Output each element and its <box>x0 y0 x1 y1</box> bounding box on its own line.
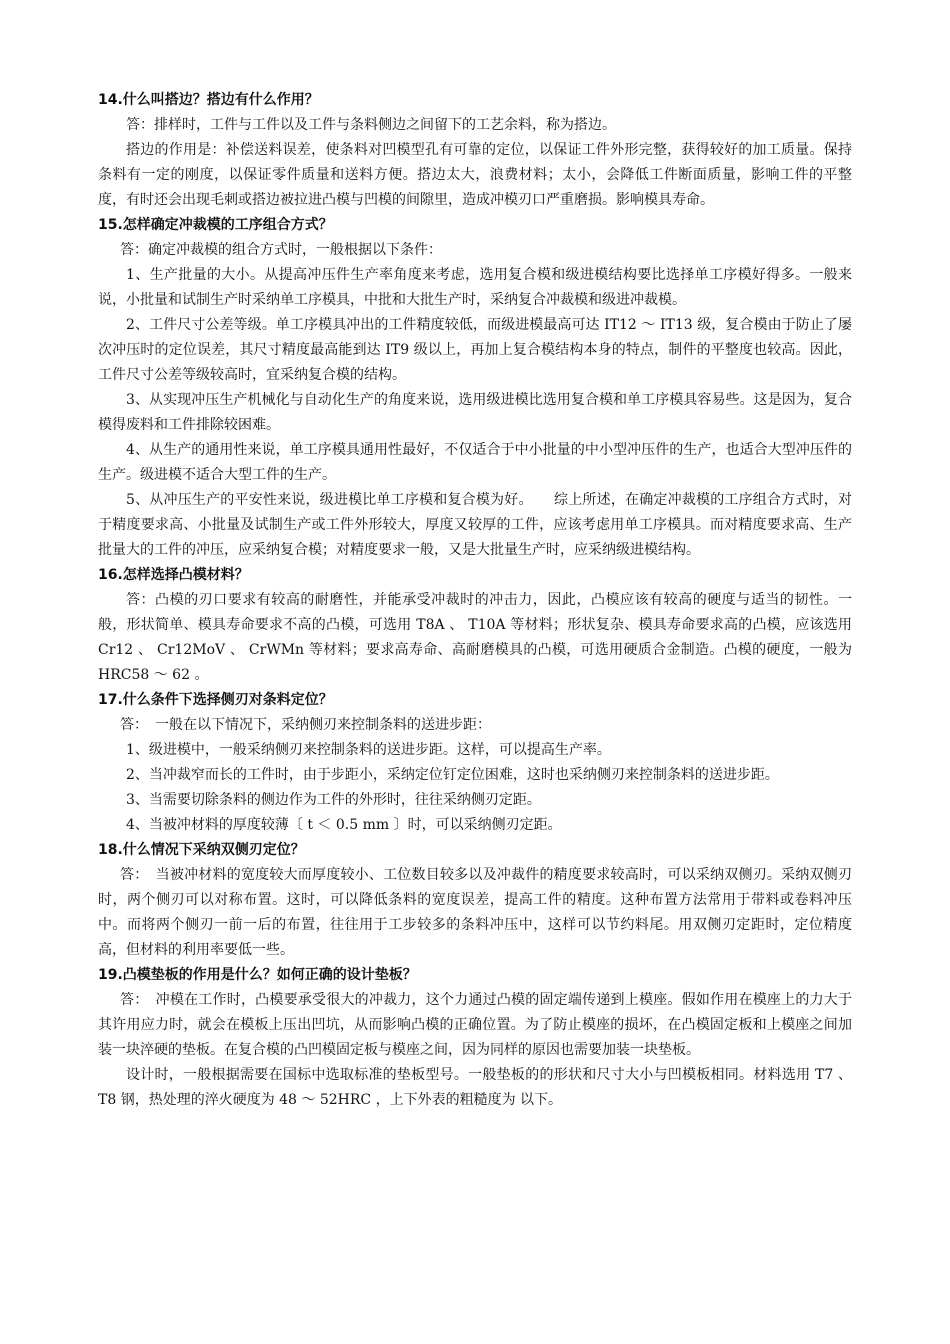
question-15-item-1: 1、生产批量的大小。从提高冲压件生产率角度来考虑，选用复合模和级进模结构要比选择单工序模好得多。一般来说，小批量和试制生产时采纳单工序模具，中批和大批生产时，采纳复合冲裁模和级进冲裁模。 <box>98 267 852 308</box>
question-18-answer: 答： 当被冲材料的宽度较大而厚度较小、工位数目较多以及冲裁件的精度要求较高时，可以采纳双侧刃。采纳双侧刃时，两个侧刃可以对称布置。这时，可以降低条料的宽度误差，提高工件的精度。这种布置方法常用于带料或卷料冲压中。而将两个侧刃一前一后的布置，往往用于工步较多的条料冲压中，这样可以节约料尾。用双侧刃定距时，定位精度高，但材料的利用率要低一些。 <box>98 867 852 958</box>
question-15-item-3: 3、从实现冲压生产机械化与自动化生产的角度来说，选用级进模比选用复合模和单工序模具容易些。这是因为，复合模得废料和工件排除较困难。 <box>98 392 852 433</box>
question-17-item-4: 4、当被冲材料的厚度较薄〔 t ＜ 0.5 mm 〕时，可以采纳侧刃定距。 <box>126 817 562 833</box>
question-16-answer: 答：凸模的刃口要求有较高的耐磨性，并能承受冲裁时的冲击力，因此，凸模应该有较高的硬度与适当的韧性。一般，形状简单、模具寿命要求不高的凸模，可选用 T8A 、 T10A 等材料；形状复杂、模具寿命要求高的凸模，应该选用 Cr12 、 Cr12MoV 、 CrWMn 等材料；要求高寿命、高耐磨模具的凸模，可选用硬质合金制造。凸模的硬度，一般为 HRC58 ～ 62 。 <box>98 592 852 683</box>
question-19-heading: 19.凸模垫板的作用是什么？如何正确的设计垫板？ <box>98 967 417 983</box>
question-19-answer: 答： 冲模在工作时，凸模要承受很大的冲裁力，这个力通过凸模的固定端传递到上模座。假如作用在模座上的力大于其许用应力时，就会在模板上压出凹坑，从而影响凸模的正确位置。为了防止模座的损坏，在凸模固定板和上模座之间加装一块淬硬的垫板。在复合模的凸凹模固定板与模座之间，因为同样的原因也需要加装一块垫板。 <box>98 992 852 1058</box>
question-16-heading: 16.怎样选择凸模材料？ <box>98 567 249 583</box>
question-15-item-2: 2、工件尺寸公差等级。单工序模具冲出的工件精度较低，而级进模最高可达 IT12 ～ IT13 级，复合模由于防止了屡次冲压时的定位误差，其尺寸精度最高能到达 IT9 级以上，再加上复合模结构本身的特点，制件的平整度也较高。因此，工件尺寸公差等级较高时，宜采纳复合模的结构。 <box>98 317 852 383</box>
question-14-answer: 答：排样时，工件与工件以及工件与条料侧边之间留下的工艺余料，称为搭边。 <box>126 117 616 133</box>
question-17-heading: 17.什么条件下选择侧刃对条料定位？ <box>98 692 333 708</box>
question-14-paragraph: 搭边的作用是：补偿送料误差，使条料对凹模型孔有可靠的定位，以保证工件外形完整，获得较好的加工质量。保持条料有一定的刚度，以保证零件质量和送料方便。搭边太大，浪费材料；太小，会降低工件断面质量，影响工件的平整度，有时还会出现毛刺或搭边被拉进凸模与凹模的间隙里，造成冲模刃口严重磨损。影响模具寿命。 <box>98 142 852 208</box>
question-17-item-1: 1、级进模中，一般采纳侧刃来控制条料的送进步距。这样，可以提高生产率。 <box>126 742 611 758</box>
question-19-paragraph: 设计时，一般根据需要在国标中选取标准的垫板型号。一般垫板的的形状和尺寸大小与凹模板相同。材料选用 T7 、T8 钢，热处理的淬火硬度为 48 ～ 52HRC ，上下外表的粗糙度为 以下。 <box>98 1067 852 1108</box>
question-15-heading: 15.怎样确定冲裁模的工序组合方式？ <box>98 217 333 233</box>
question-17-item-2: 2、当冲裁窄而长的工件时，由于步距小，采纳定位钉定位困难，这时也采纳侧刃来控制条料的送进步距。 <box>126 767 779 783</box>
question-17-item-3: 3、当需要切除条料的侧边作为工件的外形时，往往采纳侧刃定距。 <box>126 792 541 808</box>
question-18-heading: 18.什么情况下采纳双侧刃定位？ <box>98 842 305 858</box>
question-15-item-5: 5、从冲压生产的平安性来说，级进模比单工序模和复合模为好。 综上所述，在确定冲裁模的工序组合方式时，对于精度要求高、小批量及试制生产或工件外形较大，厚度又较厚的工件，应该考虑用单工序模具。而对精度要求高、生产批量大的工件的冲压，应采纳复合模；对精度要求一般，又是大批量生产时，应采纳级进模结构。 <box>98 492 852 558</box>
question-15-item-4: 4、从生产的通用性来说，单工序模具通用性最好，不仅适合于中小批量的中小型冲压件的生产，也适合大型冲压件的生产。级进模不适合大型工件的生产。 <box>98 442 852 483</box>
document-page <box>98 88 852 1113</box>
question-14-heading: 14.什么叫搭边？搭边有什么作用？ <box>98 92 319 108</box>
question-15-answer: 答：确定冲裁模的组合方式时，一般根据以下条件： <box>120 242 442 258</box>
question-17-answer: 答： 一般在以下情况下，采纳侧刃来控制条料的送进步距： <box>120 717 491 733</box>
